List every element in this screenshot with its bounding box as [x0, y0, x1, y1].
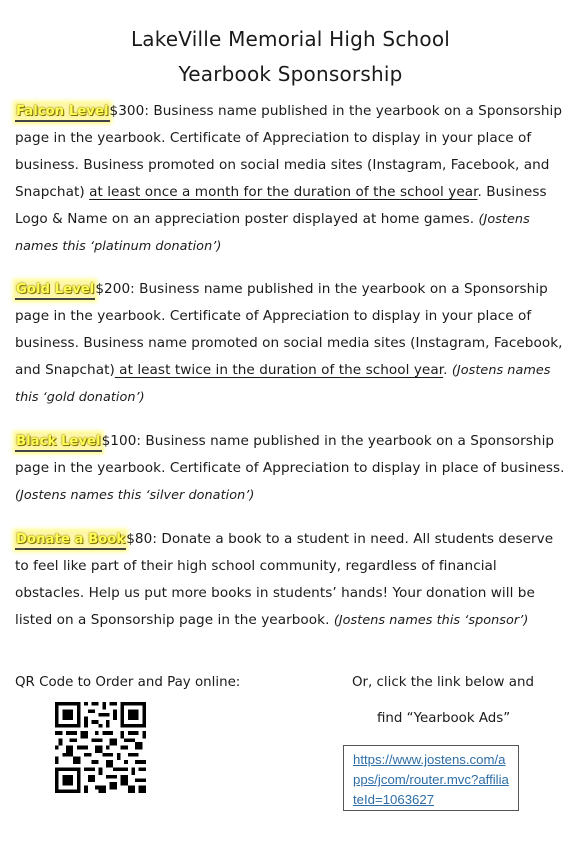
qr-label: QR Code to Order and Pay online: [15, 675, 241, 690]
tier-frequency: at least twice in the duration of the school year [114, 362, 444, 378]
tier-level-label: Gold Level [15, 281, 95, 300]
link-intro-find: find “Yearbook Ads” [377, 711, 511, 726]
tier-level-label: Donate a Book [15, 531, 126, 550]
tier-frequency: at least once a month for the duration of the school year [89, 184, 478, 200]
tier-description: Business name published in the yearbook on a Sponsorship page in the yearbook. Certificate of Appreciation to display in your place of business. Business promoted on social media sites (Instagram, Facebook, and Snapchat) [15, 103, 563, 200]
tier-level-label: Black Level [15, 433, 102, 452]
tier-description-extra: . Business Logo & Name on an appreciation poster displayed at home games. [15, 184, 547, 227]
tier-description-extra: . [443, 362, 452, 378]
qr-code-icon[interactable] [55, 702, 146, 793]
tier-price: $100: [101, 433, 146, 449]
jostens-link-box [343, 745, 519, 811]
tier-falcon [15, 98, 567, 260]
tier-description: Donate a book to a student in need. All students deserve to feel like part of their high school community, regardless of financial obstacles. Help us put more books in students’ hands! Your donation will be listed on a Sponsorship page in the yearbook. [15, 531, 554, 628]
tier-price: $80: [126, 531, 162, 547]
tier-price: $300: [109, 103, 154, 119]
tier-note: (Jostens names this ‘silver donation’) [15, 488, 255, 503]
page-subtitle: Yearbook Sponsorship [178, 62, 403, 86]
tier-level-label: Falcon Level [15, 103, 110, 122]
tier-note: (Jostens names this ‘sponsor’) [333, 613, 529, 628]
tier-note: (Jostens names this ‘platinum donation’) [15, 212, 530, 254]
tier-price: $200: [95, 281, 140, 297]
tier-note: (Jostens names this ‘gold donation’) [15, 363, 551, 405]
tier-description: Business name published in the yearbook on a Sponsorship page in the yearbook. Certificate of Appreciation to display in place of business. [15, 433, 565, 476]
school-title: LakeVille Memorial High School [130, 27, 451, 51]
link-intro: Or, click the link below and [352, 675, 534, 690]
tier-donate-book [15, 526, 567, 634]
tier-black [15, 428, 567, 509]
jostens-link[interactable]: https://www.jostens.com/apps/jcom/router.mvc?affiliateId=1063627 [353, 752, 509, 807]
tier-gold [15, 276, 567, 411]
tier-description: Business name published in the yearbook on a Sponsorship page in the yearbook. Certificate of Appreciation to display in your place of business. Business name promoted on social media sites (Instagram, Facebook, and Snapchat) [15, 281, 563, 378]
